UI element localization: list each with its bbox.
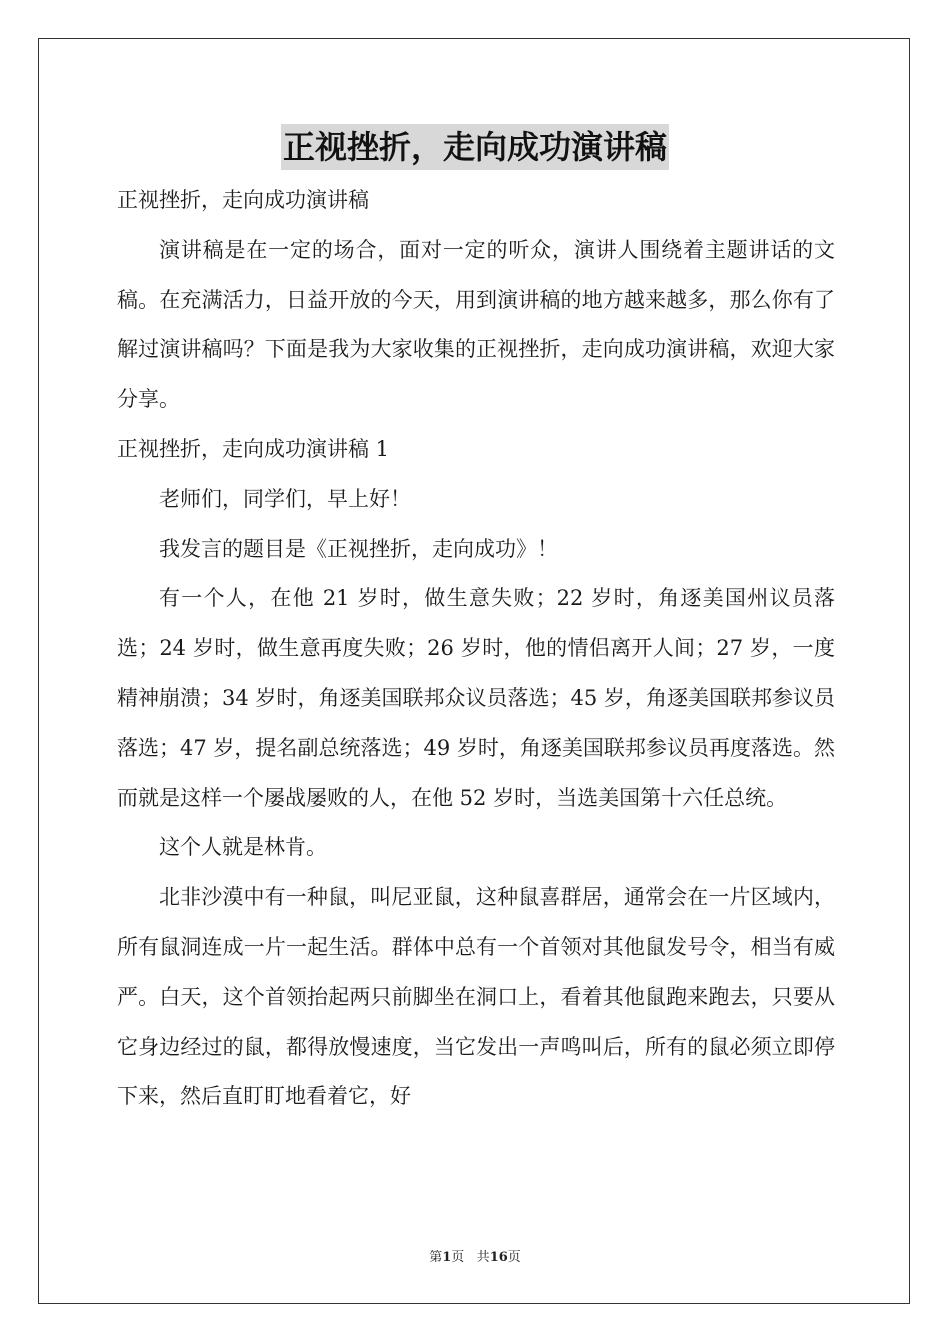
page-footer — [0, 1246, 950, 1265]
footer-page-prefix: 第 — [429, 1250, 443, 1265]
paragraph-lincoln-story: 有一个人，在他 21 岁时，做生意失败；22 岁时，角逐美国州议员落选；24 岁时，做生意再度失败；26 岁时，他的情侣离开人间；27 岁，一度精神崩溃；34 岁时，角逐美国联邦众议员落选；45 岁，角逐美国联邦参议员落选；47 岁，提名副总统落选；49 岁时，角逐美国联邦参议员再度落选。然而就是这样一个屡战屡败的人，在他 52 岁时，当选美国第十六任总统。 — [117, 586, 835, 810]
paragraph-section-title: 正视挫折，走向成功演讲稿 1 — [117, 436, 390, 461]
paragraph-lincoln-reveal: 这个人就是林肯。 — [159, 835, 327, 860]
paragraph-heading: 正视挫折，走向成功演讲稿 — [117, 188, 369, 212]
paragraph-topic: 我发言的题目是《正视挫折，走向成功》！ — [159, 536, 558, 561]
paragraph-intro: 演讲稿是在一定的场合，面对一定的听众，演讲人围绕着主题讲话的文稿。在充满活力，日益开放的今天，用到演讲稿的地方越来越多，那么你有了解过演讲稿吗？下面是我为大家收集的正视挫折，走向成功演讲稿，欢迎大家分享。 — [117, 237, 835, 412]
footer-total-prefix: 共 — [476, 1250, 490, 1265]
paragraph-greeting: 老师们，同学们，早上好！ — [159, 486, 411, 511]
footer-total-pages: 16 — [489, 1250, 508, 1265]
paragraph-mouse-story: 北非沙漠中有一种鼠，叫尼亚鼠，这种鼠喜群居，通常会在一片区域内，所有鼠洞连成一片一起生活。群体中总有一个首领对其他鼠发号令，相当有威严。白天，这个首领抬起两只前脚坐在洞口上，看着其他鼠跑来跑去，只要从它身边经过的鼠，都得放慢速度，当它发出一声鸣叫后，所有的鼠必须立即停下来，然后直盯盯地看着它，好 — [117, 885, 835, 1109]
document-title: 正视挫折，走向成功演讲稿 — [281, 124, 669, 170]
title-container — [0, 124, 950, 170]
footer-total-unit: 页 — [507, 1250, 521, 1265]
document-body — [117, 176, 835, 1122]
footer-page-unit: 页 — [451, 1250, 465, 1265]
footer-current-page: 1 — [442, 1250, 452, 1265]
